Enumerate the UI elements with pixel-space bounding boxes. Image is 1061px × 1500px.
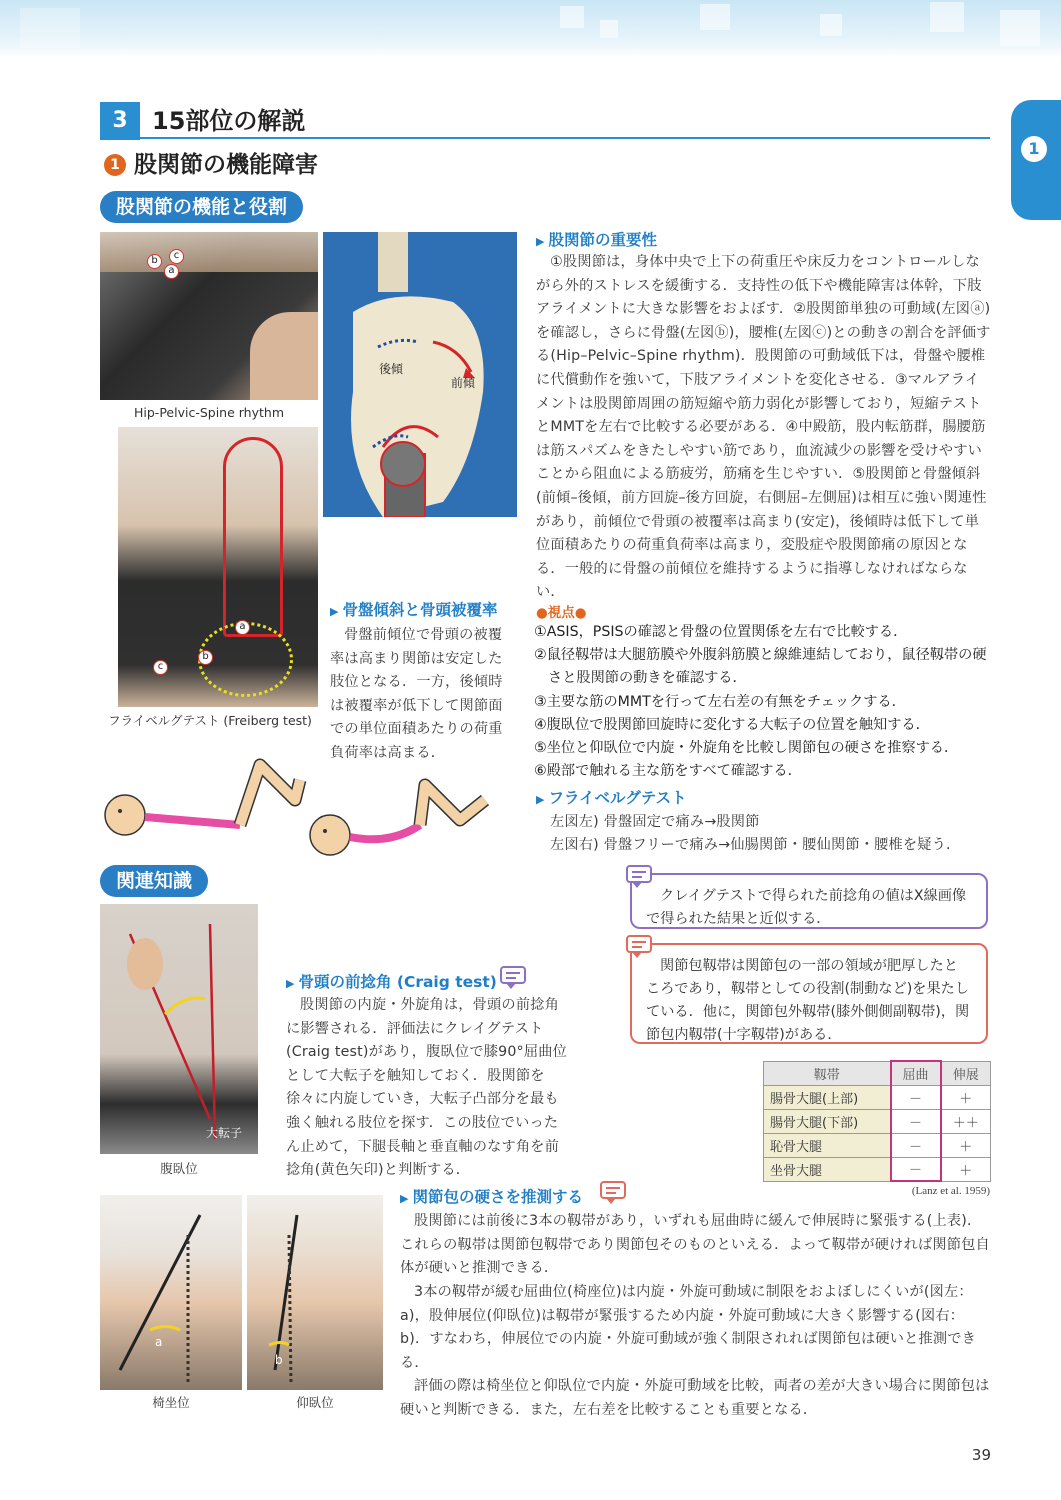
viewpoint-item: ⑤坐位と仰臥位で内旋・外旋角を比較し関節包の硬さを推察する． [534, 740, 959, 757]
viewpoint-item: ③主要な筋のMMTを行って左右差の有無をチェックする． [534, 693, 906, 710]
table-cell: 坐骨大腿 [764, 1157, 891, 1181]
viewpoint-item: ②鼠径靱帯は大腿筋膜や外腹斜筋膜と線維連結しており，鼠径靱帯の硬さと股関節の動きを確認する． [534, 647, 987, 687]
caption-supine: 仰臥位 [296, 1395, 334, 1410]
memo-icon [626, 935, 652, 953]
caption-freiberg: フライベルグテスト (Freiberg test) [108, 713, 312, 728]
table-row [764, 1157, 991, 1181]
chapter-title: 股関節の機能障害 [134, 152, 318, 178]
caption-prone: 腹臥位 [160, 1161, 198, 1176]
label-b-supine: b [275, 1353, 283, 1367]
memo-icon [626, 865, 652, 883]
table-cell: 腸骨大腿(下部) [764, 1109, 891, 1133]
caption-hip-pelvic-spine: Hip-Pelvic-Spine rhythm [134, 405, 284, 420]
table-header-row [764, 1061, 991, 1085]
table-header-cell: 屈曲 [891, 1061, 941, 1085]
mark-b-photo3: b [198, 650, 213, 665]
ligament-table [763, 1060, 991, 1182]
table-source: (Lanz et al. 1959) [911, 1185, 990, 1197]
top-header-band [0, 0, 1061, 58]
memo-icon [500, 966, 526, 984]
table-cell: ＋＋ [941, 1109, 991, 1133]
craig-lines [100, 904, 258, 1154]
photo-hip-pelvic-spine [100, 232, 318, 400]
importance-paragraph: ①股関節は，身体中央で上下の荷重圧や床反力をコントロールしながら外的ストレスを緩衝する．支持性の低下や機能障害は体幹，下肢アライメントに大きな影響をおよぼす．②股関節単独の可動域(左図ⓐ)を確認し，さらに骨盤(左図ⓑ)，腰椎(左図ⓒ)との動きの割合を評価する(Hip–Pelvic–Spine rhythm)．股関節の可動域低下は，骨盤や腰椎に代償動作を強いて，下肢アライメントを変化させる．③マルアライメントは股関節周囲の筋短縮や筋力弱化が影響しており，短縮テストとMMTを左右で比較する必要がある．④中殿筋，股内転筋群，腸腰筋は筋スパズムをきたしやすい筋であり，血流減少の影響を受けやすいことから阻血による筋疲労，筋痛を生じやすい．⑤股関節と骨盤傾斜(前傾–後傾，前方回旋–後方回旋，右側屈–左側屈)は相互に強い関連性があり，前傾位で骨頭の被覆率は高まり(安定)，後傾時は低下して単位面積あたりの荷重負荷率は高まり，変股症や股関節痛の原因となる．一般的に骨盤の前傾位を維持するように指導しなければならない． [536, 254, 991, 601]
craig-heading-text: 骨頭の前捻角 (Craig test) [298, 973, 497, 991]
mark-b-photo1: b [147, 254, 162, 269]
viewpoints-heading: ●視点● [536, 605, 587, 621]
viewpoints-list [534, 621, 991, 783]
mark-c-photo3: c [153, 660, 168, 675]
viewpoint-item: ①ASIS，PSISの確認と骨盤の位置関係を左右で比較する． [534, 624, 908, 640]
pelvic-tilt-heading-text: 骨盤傾斜と骨頭被覆率 [342, 601, 498, 619]
table-header-cell: 靱帯 [764, 1061, 891, 1085]
capsule-heading-text: 関節包の硬さを推測する [412, 1188, 583, 1206]
section-number: 3 [100, 102, 140, 140]
section-title: 15部位の解説 [152, 107, 306, 135]
page-number: 39 [971, 1446, 991, 1464]
table-cell: － [891, 1157, 941, 1181]
caption-chair-sitting: 椅坐位 [152, 1395, 190, 1410]
table-header-cell: 伸展 [941, 1061, 991, 1085]
note-capsular-ligament-text: 関節包靱帯は関節包の一部の領域が肥厚したところであり，靱帯としての役割(制動など)を果たしている．他に，関節包外靱帯(膝外側側副靱帯)，関節包内靱帯(十字靱帯)がある． [646, 958, 970, 1043]
viewpoint-item: ④腹臥位で股関節回旋時に変化する大転子の位置を触知する． [534, 716, 930, 733]
label-a-chair: a [155, 1335, 163, 1349]
chair-sitting-lines [100, 1195, 242, 1390]
mark-c-photo1: c [169, 249, 184, 264]
table-cell: ＋ [941, 1157, 991, 1181]
pelvic-tilt-paragraph: 骨盤前傾位で骨頭の被覆率は高まり関節は安定した肢位となる．一方，後傾時は被覆率が低下して関節面での単位面積あたりの荷重負荷率は高まる． [330, 627, 503, 761]
photo-chair-sitting [100, 1195, 242, 1390]
table-cell: － [891, 1109, 941, 1133]
side-tab-number: 1 [1021, 136, 1047, 162]
freiberg-line-1: 左図左) 骨盤固定で痛み→股関節 [550, 814, 760, 830]
craig-paragraph: 股関節の内旋・外旋角は，骨頭の前捻角に影響される．評価法にクレイグテスト(Craig test)があり，腹臥位で膝90°屈曲位として大転子を触知しておく．股関節を徐々に内旋していき，大転子凸部分を最も強く触れる肢位を探す．この肢位でいったん止めて，下腿長軸と垂直軸のなす角を前捻角(黄色矢印)と判断する． [286, 997, 568, 1179]
subsection-pill: 股関節の機能と役割 [100, 191, 303, 223]
freiberg-heading-text: フライベルグテスト [548, 789, 687, 807]
label-posterior-tilt: 後傾 [379, 362, 404, 376]
table-cell: － [891, 1133, 941, 1157]
table-cell: ＋ [941, 1085, 991, 1109]
note-capsular-ligament [630, 943, 988, 1044]
table-row [764, 1109, 991, 1133]
freiberg-illustration [100, 755, 530, 860]
table-row [764, 1133, 991, 1157]
memo-icon [600, 1181, 626, 1199]
pelvic-tilt-heading [330, 598, 497, 624]
triangle-icon: ▶ [536, 235, 545, 248]
mark-a-photo1: a [164, 264, 179, 279]
photo-pelvis-model [323, 232, 517, 517]
craig-heading [286, 970, 497, 996]
photo-supine [247, 1195, 383, 1390]
photo-freiberg-test [118, 427, 318, 707]
supine-lines [247, 1195, 383, 1390]
label-anterior-tilt: 前傾 [451, 376, 476, 390]
note-craig-xray [630, 873, 988, 929]
chapter-number-badge: 1 [104, 154, 126, 176]
table-cell: － [891, 1085, 941, 1109]
table-cell: 腸骨大腿(上部) [764, 1085, 891, 1109]
capsule-paragraph-1: 股関節には前後に3本の靱帯があり，いずれも屈曲時に緩んで伸展時に緊張する(上表)．これらの靱帯は関節包靱帯であり関節包そのものといえる．よって靱帯が硬ければ関節包自体が硬いと推測できる． [400, 1213, 990, 1277]
mark-a-photo3: a [235, 620, 250, 635]
triangle-icon: ▶ [330, 605, 339, 618]
importance-heading-text: 股関節の重要性 [548, 231, 657, 249]
freiberg-line-2: 左図右) 骨盤フリーで痛み→仙腸関節・腰仙関節・腰椎を疑う． [550, 837, 961, 853]
freiberg-heading [536, 786, 687, 812]
triangle-icon: ▶ [536, 793, 545, 806]
label-trochanter: 大転子 [206, 1126, 243, 1140]
viewpoint-item: ⑥殿部で触れる主な筋をすべて確認する． [534, 763, 802, 780]
table-row [764, 1085, 991, 1109]
section-rule [140, 137, 990, 139]
triangle-icon: ▶ [286, 977, 295, 990]
table-cell: 恥骨大腿 [764, 1133, 891, 1157]
photo-craig-test [100, 904, 258, 1154]
pelvis-illustration [323, 232, 517, 517]
triangle-icon: ▶ [400, 1192, 409, 1205]
capsule-paragraph-2: 3本の靱帯が緩む屈曲位(椅座位)は内旋・外旋可動域に制限をおよぼしにくいが(図左：a)，股伸展位(仰臥位)は靱帯が緊張するため内旋・外旋可動域に大きく影響する(図右：b)．すなわち，伸展位での内旋・外旋可動域が強く制限されれば関節包は硬いと推測できる． [400, 1284, 977, 1371]
capsule-heading [400, 1185, 583, 1211]
table-cell: ＋ [941, 1133, 991, 1157]
note-craig-xray-text: クレイグテストで得られた前捻角の値はX線画像で得られた結果と近似する． [646, 888, 967, 927]
capsule-paragraph-3: 評価の際は椅坐位と仰臥位で内旋・外旋可動域を比較，両者の差が大きい場合に関節包は硬いと判断できる．また，左右差を比較することも重要となる． [400, 1378, 990, 1418]
side-tab-label: 股関節 [1022, 175, 1037, 216]
related-knowledge-pill: 関連知識 [100, 865, 208, 897]
